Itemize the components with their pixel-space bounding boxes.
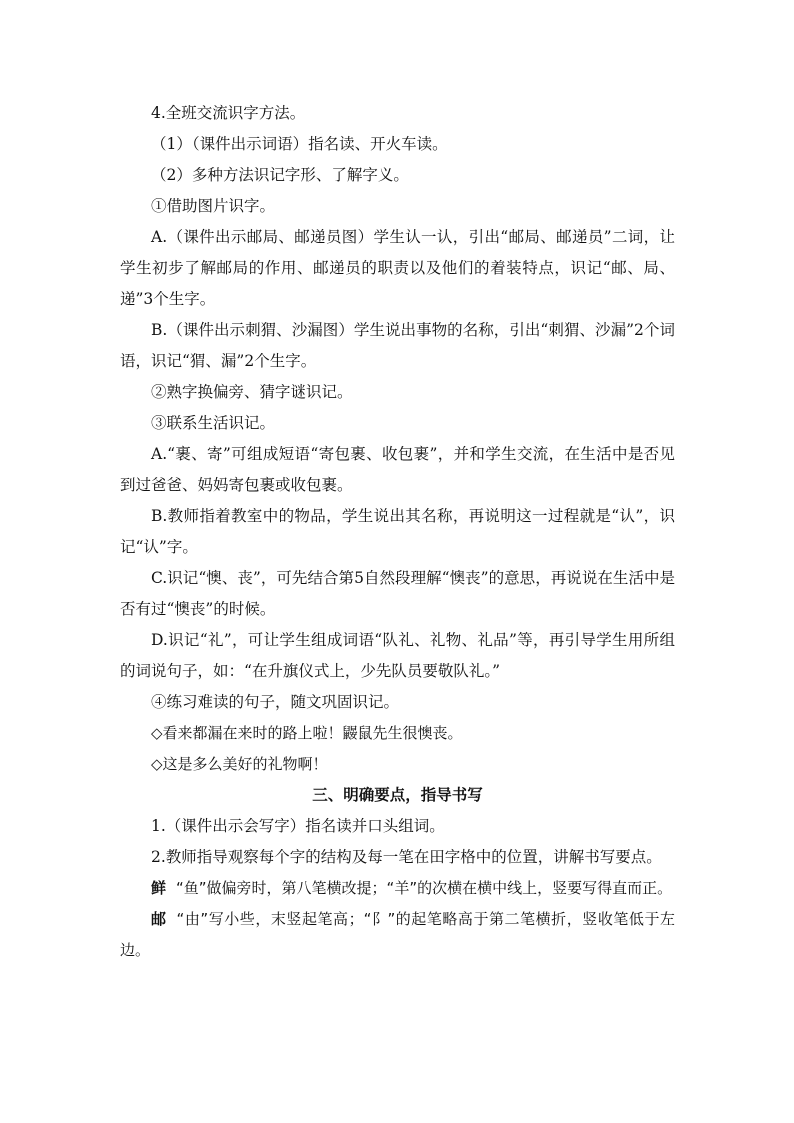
paragraph: ④练习难读的句子，随文巩固识记。 (151, 693, 400, 711)
writing-tip-text: “鱼”做偏旁时，第八笔横改提；“羊”的次横在横中线上，竖要写得直而正。 (176, 879, 673, 897)
paragraph: C.识记“懊、丧”，可先结合第5自然段理解“懊丧”的意思，再说说在生活中是否有过“懊丧”的时候。 (120, 569, 675, 618)
paragraph: ①借助图片识字。 (151, 197, 276, 215)
writing-tip (120, 904, 675, 966)
paragraph: A.“裹、寄”可组成短语“寄包裹、收包裹”，并和学生交流，在生活中是否见到过爸爸、妈妈寄包裹或收包裹。 (120, 445, 675, 494)
paragraph: 1.（课件出示会写字）指名读并口头组词。 (151, 817, 445, 835)
writing-char: 邮 (151, 910, 167, 928)
paragraph: （1）（课件出示词语）指名读、开火车读。 (151, 135, 448, 153)
paragraph: 2.教师指导观察每个字的结构及每一笔在田字格中的位置，讲解书写要点。 (151, 848, 662, 866)
paragraph: B.（课件出示刺猬、沙漏图）学生说出事物的名称，引出“刺猬、沙漏”2个词语，识记“猬、漏”2个生字。 (120, 321, 675, 370)
writing-tip (120, 873, 675, 904)
writing-tip-text: “由”写小些，末竖起笔高；“阝”的起笔略高于第二笔横折，竖收笔低于左边。 (120, 910, 675, 959)
paragraph: 4.全班交流识字方法。 (151, 104, 306, 122)
document-body (120, 98, 675, 966)
example-sentence: ◇看来都漏在来时的路上啦！鼹鼠先生很懊丧。 (151, 724, 463, 742)
paragraph: ③联系生活识记。 (151, 414, 276, 432)
writing-char: 鲜 (151, 879, 167, 897)
paragraph: B.教师指着教室中的物品，学生说出其名称，再说明这一过程就是“认”，识记“认”字。 (120, 507, 675, 556)
paragraph: （2）多种方法识记字形、了解字义。 (151, 166, 409, 184)
paragraph: A.（课件出示邮局、邮递员图）学生认一认，引出“邮局、邮递员”二词，让学生初步了解邮局的作用、邮递员的职责以及他们的着装特点，识记“邮、局、递”3个生字。 (120, 228, 675, 308)
example-sentence: ◇这是多么美好的礼物啊！ (151, 755, 328, 773)
paragraph: ②熟字换偏旁、猜字谜识记。 (151, 383, 353, 401)
section-heading: 三、明确要点，指导书写 (312, 786, 483, 804)
paragraph: D.识记“礼”，可让学生组成词语“队礼、礼物、礼品”等，再引导学生用所组的词说句子，如：“在升旗仪式上，少先队员要敬队礼。” (120, 631, 675, 680)
